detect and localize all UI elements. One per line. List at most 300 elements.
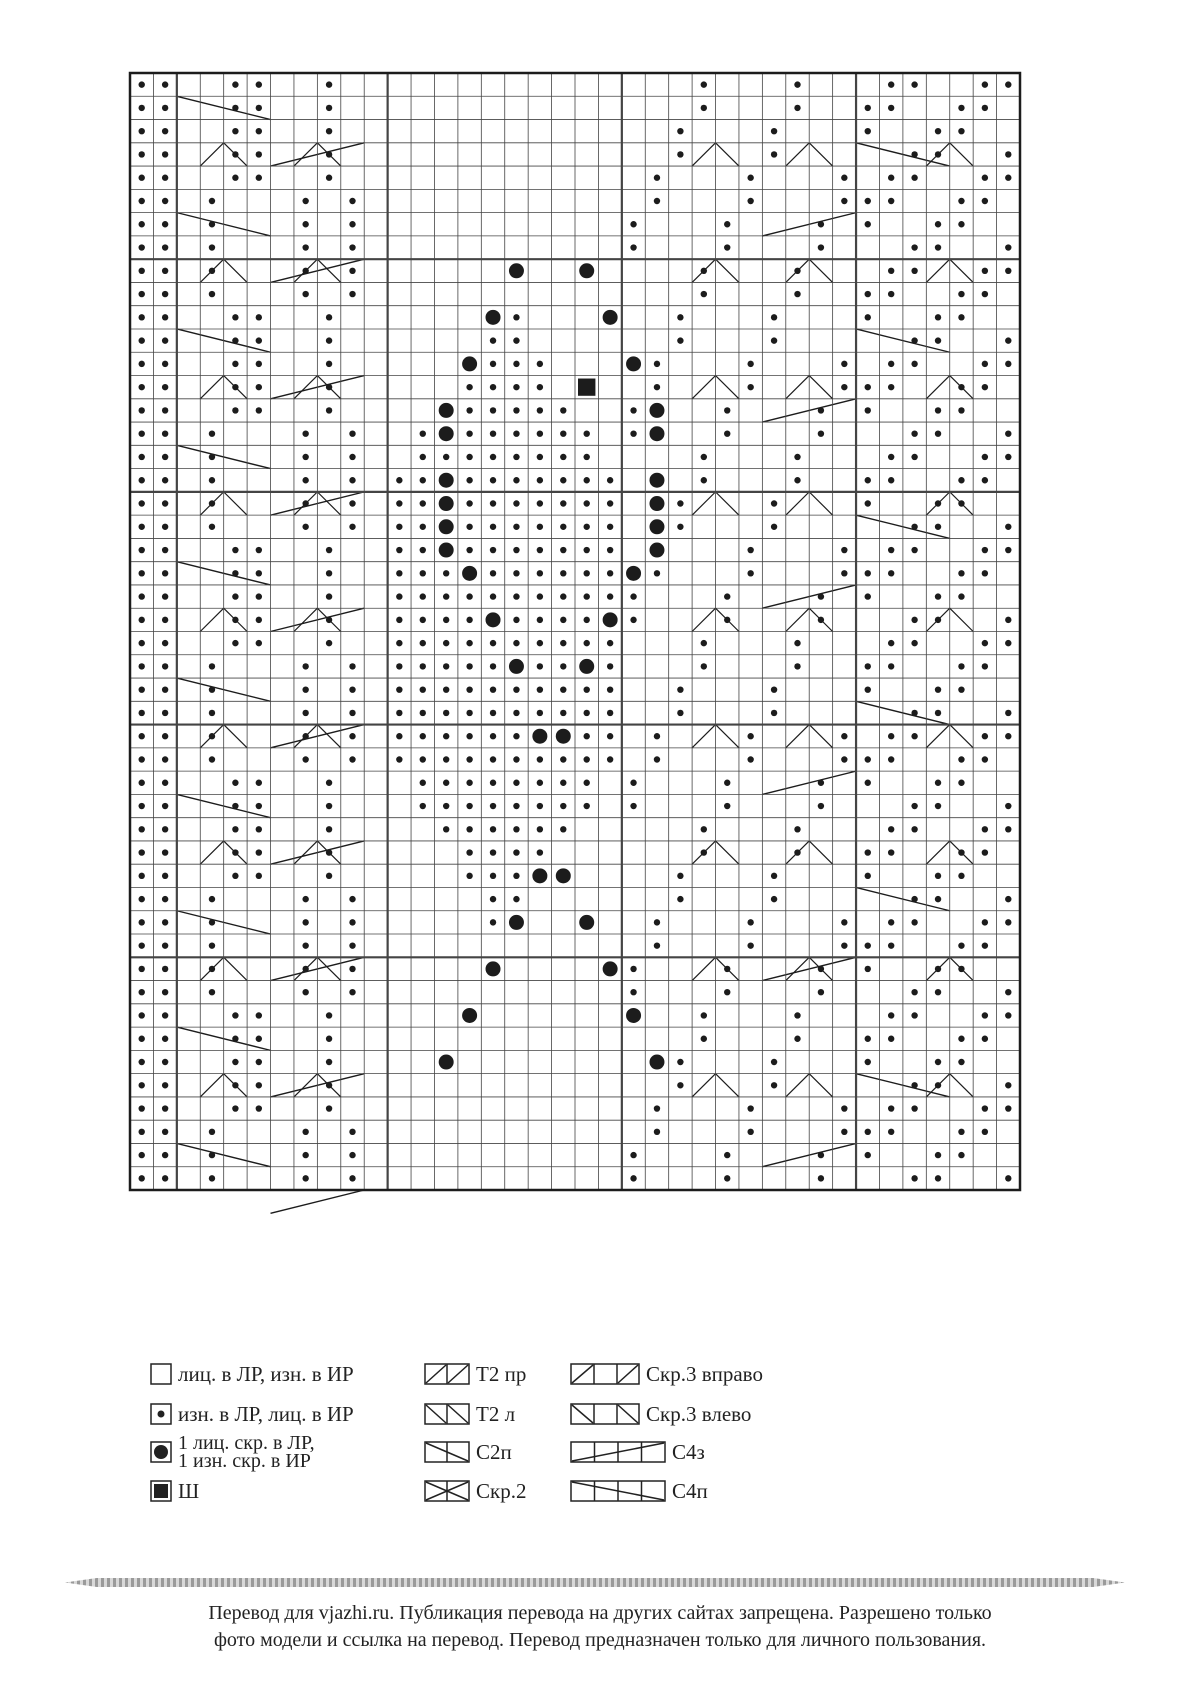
purl-dot <box>466 407 472 413</box>
purl-dot <box>771 686 777 692</box>
purl-dot <box>162 1175 168 1181</box>
purl-dot <box>560 826 566 832</box>
purl-dot <box>982 919 988 925</box>
purl-dot <box>420 570 426 576</box>
purl-dot <box>326 361 332 367</box>
purl-dot <box>162 477 168 483</box>
purl-dot <box>935 1152 941 1158</box>
purl-dot <box>139 640 145 646</box>
legend-item-c2-purl <box>424 1438 512 1466</box>
purl-dot <box>865 384 871 390</box>
purl-dot <box>256 1012 262 1018</box>
purl-dot <box>490 570 496 576</box>
purl-dot <box>302 756 308 762</box>
purl-dot <box>794 640 800 646</box>
purl-dot <box>724 221 730 227</box>
purl-dot <box>560 477 566 483</box>
purl-dot <box>396 593 402 599</box>
purl-dot <box>466 500 472 506</box>
legend-label-c4-front: С4п <box>672 1478 708 1503</box>
purl-dot <box>139 81 145 87</box>
purl-dot <box>420 780 426 786</box>
purl-dot <box>724 989 730 995</box>
purl-dot <box>513 617 519 623</box>
purl-dot <box>232 1105 238 1111</box>
purl-dot <box>466 547 472 553</box>
purl-dot <box>139 826 145 832</box>
purl-dot <box>232 128 238 134</box>
purl-dot <box>256 361 262 367</box>
purl-dot <box>982 384 988 390</box>
purl-dot <box>537 780 543 786</box>
purl-dot <box>537 663 543 669</box>
purl-dot <box>139 314 145 320</box>
purl-dot <box>326 105 332 111</box>
purl-dot <box>513 756 519 762</box>
purl-dot <box>701 454 707 460</box>
t2-right-icon <box>424 1363 470 1385</box>
purl-dot <box>982 81 988 87</box>
twisted-stitch-dot <box>603 612 618 627</box>
purl-dot <box>958 1059 964 1065</box>
purl-dot <box>420 524 426 530</box>
purl-dot <box>1005 1082 1011 1088</box>
footer-line-2: фото модели и ссылка на перевод. Перевод предназначен только для личного пользования. <box>213 1629 987 1651</box>
purl-dot <box>209 942 215 948</box>
purl-dot <box>865 128 871 134</box>
purl-dot <box>162 1036 168 1042</box>
purl-dot <box>865 849 871 855</box>
purl-dot <box>420 500 426 506</box>
purl-dot <box>911 733 917 739</box>
purl-dot <box>584 780 590 786</box>
purl-dot <box>841 733 847 739</box>
purl-dot <box>701 477 707 483</box>
twisted-stitch-dot <box>649 426 664 441</box>
purl-dot <box>490 454 496 460</box>
purl-dot <box>841 1105 847 1111</box>
purl-dot <box>326 826 332 832</box>
purl-dot <box>326 593 332 599</box>
purl-dot <box>349 244 355 250</box>
purl-dot <box>958 780 964 786</box>
purl-dot <box>537 710 543 716</box>
twisted-stitch-dot <box>649 473 664 488</box>
twisted-stitch-dot <box>556 868 571 883</box>
purl-dot <box>209 756 215 762</box>
purl-dot <box>747 361 753 367</box>
purl-dot <box>584 454 590 460</box>
purl-dot <box>560 686 566 692</box>
purl-dot <box>958 221 964 227</box>
purl-dot <box>1005 151 1011 157</box>
purl-dot <box>420 430 426 436</box>
twisted-stitch-dot <box>439 543 454 558</box>
purl-dot <box>888 1012 894 1018</box>
purl-dot <box>490 896 496 902</box>
legend-item-cross3-right <box>570 1360 763 1388</box>
purl-dot <box>1005 1012 1011 1018</box>
purl-dot <box>162 314 168 320</box>
legend-label-purl: изн. в ЛР, лиц. в ИР <box>178 1401 354 1426</box>
purl-dot <box>396 640 402 646</box>
purl-dot <box>232 81 238 87</box>
purl-dot <box>396 617 402 623</box>
purl-dot <box>139 384 145 390</box>
purl-dot <box>865 1059 871 1065</box>
purl-dot <box>162 454 168 460</box>
purl-dot <box>466 524 472 530</box>
purl-dot <box>490 547 496 553</box>
purl-dot <box>490 919 496 925</box>
purl-dot <box>1005 547 1011 553</box>
legend <box>150 1360 910 1510</box>
purl-dot <box>349 710 355 716</box>
twisted-stitch-dot <box>462 356 477 371</box>
purl-dot <box>911 361 917 367</box>
legend-label-t2-left: Т2 л <box>476 1401 516 1426</box>
legend-item-t2-right <box>424 1360 526 1388</box>
purl-dot <box>1005 268 1011 274</box>
legend-label-cross2: Скр.2 <box>476 1478 527 1503</box>
purl-dot <box>771 128 777 134</box>
purl-dot <box>794 454 800 460</box>
purl-dot <box>162 128 168 134</box>
purl-dot <box>139 756 145 762</box>
purl-dot <box>724 407 730 413</box>
purl-dot <box>443 570 449 576</box>
purl-dot <box>794 663 800 669</box>
purl-dot <box>1005 1175 1011 1181</box>
purl-dot <box>209 989 215 995</box>
purl-dot <box>935 314 941 320</box>
purl-dot <box>935 989 941 995</box>
legend-label-c2-purl: С2п <box>476 1439 512 1464</box>
purl-dot <box>888 477 894 483</box>
purl-dot <box>139 547 145 553</box>
purl-dot <box>139 1012 145 1018</box>
purl-dot <box>513 337 519 343</box>
purl-dot <box>420 477 426 483</box>
purl-dot <box>443 663 449 669</box>
purl-dot <box>560 803 566 809</box>
purl-dot <box>232 593 238 599</box>
purl-dot <box>701 105 707 111</box>
purl-dot <box>162 244 168 250</box>
purl-dot <box>865 1129 871 1135</box>
twisted-stitch-dot <box>649 1055 664 1070</box>
purl-dot <box>490 361 496 367</box>
purl-dot <box>513 686 519 692</box>
purl-dot <box>162 384 168 390</box>
purl-dot <box>1005 1105 1011 1111</box>
purl-dot <box>139 244 145 250</box>
purl-dot <box>490 337 496 343</box>
purl-dot <box>935 803 941 809</box>
purl-dot <box>865 780 871 786</box>
purl-dot <box>911 1175 917 1181</box>
purl-dot <box>584 593 590 599</box>
purl-dot <box>302 430 308 436</box>
purl-dot <box>232 547 238 553</box>
twisted-stitch-dot <box>439 496 454 511</box>
purl-dot <box>162 337 168 343</box>
purl-dot <box>958 1036 964 1042</box>
purl-dot <box>466 477 472 483</box>
purl-dot <box>326 81 332 87</box>
purl-dot <box>724 1152 730 1158</box>
purl-dot <box>724 244 730 250</box>
purl-dot <box>466 873 472 879</box>
purl-dot <box>958 686 964 692</box>
purl-dot <box>513 407 519 413</box>
purl-dot <box>209 524 215 530</box>
purl-dot <box>256 105 262 111</box>
purl-dot <box>537 430 543 436</box>
purl-dot <box>865 1036 871 1042</box>
purl-dot <box>537 756 543 762</box>
purl-dot <box>982 1012 988 1018</box>
purl-dot <box>771 524 777 530</box>
purl-dot <box>139 663 145 669</box>
legend-item-no-stitch <box>150 1477 199 1505</box>
purl-dot <box>911 430 917 436</box>
purl-dot <box>841 570 847 576</box>
purl-dot <box>958 570 964 576</box>
purl-dot <box>162 640 168 646</box>
purl-dot <box>794 105 800 111</box>
purl-dot <box>162 780 168 786</box>
purl-dot <box>677 524 683 530</box>
purl-dot <box>490 733 496 739</box>
twisted-stitch-dot <box>603 961 618 976</box>
purl-dot <box>139 268 145 274</box>
purl-dot <box>139 710 145 716</box>
purl-dot <box>162 547 168 553</box>
purl-dot <box>560 780 566 786</box>
purl-dot <box>747 384 753 390</box>
purl-dot <box>162 1152 168 1158</box>
purl-dot <box>935 593 941 599</box>
purl-dot <box>537 640 543 646</box>
purl-dot <box>513 454 519 460</box>
twisted-stitch-dot <box>486 612 501 627</box>
purl-dot <box>818 430 824 436</box>
purl-dot <box>935 221 941 227</box>
purl-dot <box>654 361 660 367</box>
purl-dot <box>560 570 566 576</box>
purl-dot <box>537 500 543 506</box>
purl-dot <box>982 454 988 460</box>
purl-dot <box>443 780 449 786</box>
purl-dot <box>701 81 707 87</box>
twisted-stitch-icon <box>150 1441 172 1463</box>
purl-dot <box>630 989 636 995</box>
purl-dot <box>162 617 168 623</box>
purl-dot <box>1005 989 1011 995</box>
purl-dot <box>630 1175 636 1181</box>
purl-dot <box>677 128 683 134</box>
purl-dot <box>396 733 402 739</box>
purl-dot <box>537 524 543 530</box>
purl-dot <box>302 1129 308 1135</box>
purl-dot <box>958 291 964 297</box>
purl-dot <box>607 524 613 530</box>
legend-item-c4-back <box>570 1438 705 1466</box>
purl-dot <box>139 221 145 227</box>
purl-dot <box>630 221 636 227</box>
purl-dot <box>888 1036 894 1042</box>
purl-dot <box>630 430 636 436</box>
purl-dot <box>256 314 262 320</box>
purl-dot <box>139 128 145 134</box>
purl-dot <box>209 430 215 436</box>
purl-dot <box>443 756 449 762</box>
purl-dot <box>420 710 426 716</box>
purl-dot <box>490 686 496 692</box>
purl-dot <box>349 663 355 669</box>
purl-dot <box>209 1129 215 1135</box>
purl-dot <box>256 640 262 646</box>
purl-dot <box>256 826 262 832</box>
purl-dot <box>537 547 543 553</box>
purl-dot <box>139 1036 145 1042</box>
purl-dot <box>935 710 941 716</box>
purl-dot <box>982 547 988 553</box>
purl-dot <box>139 803 145 809</box>
purl-dot <box>677 1059 683 1065</box>
purl-dot <box>162 826 168 832</box>
purl-dot <box>139 1105 145 1111</box>
purl-dot <box>630 780 636 786</box>
purl-dot <box>513 873 519 879</box>
purl-dot <box>513 803 519 809</box>
footer-line-1: Перевод для vjazhi.ru. Публикация перевода на других сайтах запрещена. Разрешено только <box>208 1602 992 1624</box>
purl-dot <box>911 454 917 460</box>
purl-dot <box>490 524 496 530</box>
purl-dot <box>209 291 215 297</box>
purl-dot <box>326 175 332 181</box>
twisted-stitch-dot <box>439 1055 454 1070</box>
purl-dot <box>490 384 496 390</box>
purl-dot <box>958 756 964 762</box>
purl-dot <box>888 291 894 297</box>
purl-dot <box>443 617 449 623</box>
purl-dot <box>490 593 496 599</box>
purl-dot <box>958 314 964 320</box>
purl-dot <box>139 500 145 506</box>
purl-dot <box>630 803 636 809</box>
purl-dot <box>982 291 988 297</box>
purl-dot <box>162 81 168 87</box>
purl-dot <box>162 430 168 436</box>
purl-dot <box>513 361 519 367</box>
purl-dot <box>326 873 332 879</box>
purl-dot <box>537 849 543 855</box>
purl-dot <box>630 593 636 599</box>
purl-dot <box>888 919 894 925</box>
purl-dot <box>232 640 238 646</box>
purl-dot <box>911 1105 917 1111</box>
purl-dot <box>584 570 590 576</box>
purl-dot <box>139 151 145 157</box>
twisted-stitch-dot <box>509 915 524 930</box>
purl-dot <box>1005 733 1011 739</box>
purl-dot <box>841 198 847 204</box>
purl-dot <box>677 873 683 879</box>
purl-dot <box>162 268 168 274</box>
purl-dot <box>888 640 894 646</box>
purl-dot <box>349 756 355 762</box>
purl-dot <box>349 524 355 530</box>
purl-dot <box>162 524 168 530</box>
purl-dot <box>466 617 472 623</box>
purl-dot <box>209 896 215 902</box>
purl-dot <box>888 175 894 181</box>
purl-dot <box>513 570 519 576</box>
purl-dot <box>607 710 613 716</box>
purl-dot <box>982 733 988 739</box>
purl-dot <box>584 430 590 436</box>
purl-dot <box>958 105 964 111</box>
purl-dot <box>654 1129 660 1135</box>
purl-dot <box>443 733 449 739</box>
purl-dot <box>584 547 590 553</box>
purl-dot <box>982 570 988 576</box>
purl-dot <box>256 384 262 390</box>
purl-dot <box>490 803 496 809</box>
purl-dot <box>349 896 355 902</box>
purl-dot <box>865 756 871 762</box>
purl-dot <box>302 663 308 669</box>
purl-dot <box>349 1129 355 1135</box>
purl-dot <box>888 384 894 390</box>
purl-dot <box>982 849 988 855</box>
legend-item-twisted <box>150 1432 315 1472</box>
purl-dot <box>302 1175 308 1181</box>
purl-dot <box>139 1175 145 1181</box>
purl-dot <box>865 198 871 204</box>
purl-dot <box>396 500 402 506</box>
twisted-stitch-dot <box>486 961 501 976</box>
purl-dot <box>958 198 964 204</box>
purl-dot <box>490 477 496 483</box>
purl-dot <box>162 221 168 227</box>
purl-dot <box>841 942 847 948</box>
purl-dot <box>139 570 145 576</box>
purl-dot <box>256 407 262 413</box>
legend-item-c4-front <box>570 1477 708 1505</box>
purl-dot <box>302 1152 308 1158</box>
purl-dot <box>396 547 402 553</box>
purl-dot <box>771 1059 777 1065</box>
twisted-stitch-dot <box>579 659 594 674</box>
purl-dot <box>139 454 145 460</box>
purl-dot <box>302 919 308 925</box>
purl-dot <box>302 989 308 995</box>
purl-dot <box>654 175 660 181</box>
purl-dot <box>982 268 988 274</box>
no-stitch-icon <box>150 1480 172 1502</box>
legend-label-knit: лиц. в ЛР, изн. в ИР <box>178 1361 354 1386</box>
purl-dot <box>958 407 964 413</box>
purl-dot <box>701 291 707 297</box>
purl-dot <box>654 733 660 739</box>
purl-dot <box>162 500 168 506</box>
purl-dot <box>982 756 988 762</box>
purl-dot <box>396 756 402 762</box>
purl-dot <box>865 500 871 506</box>
